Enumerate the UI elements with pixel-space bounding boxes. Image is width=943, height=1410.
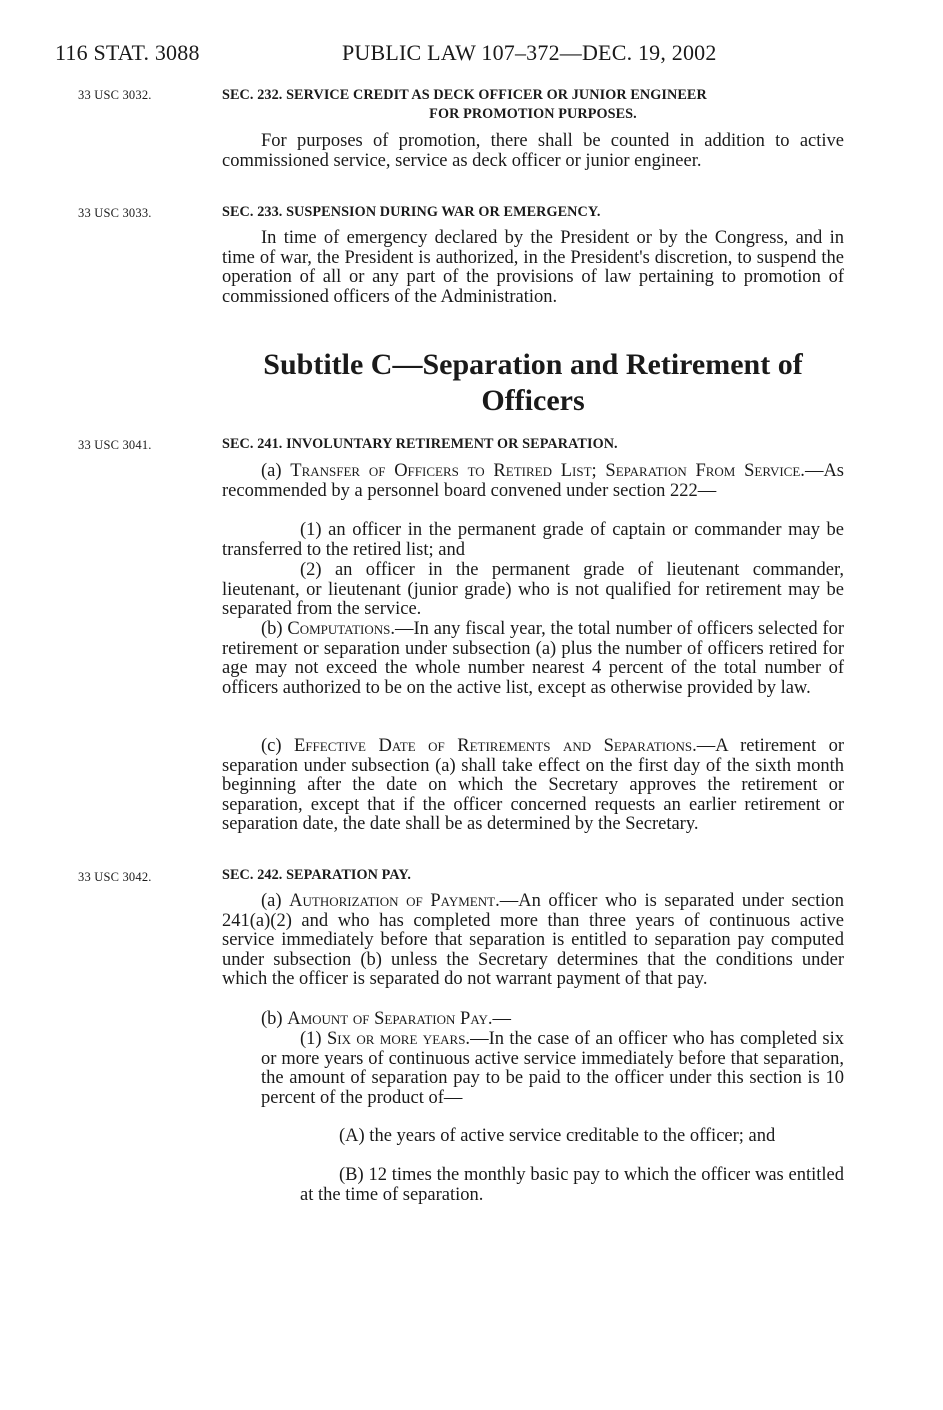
- sidenote-3032: 33 USC 3032.: [78, 88, 152, 102]
- paragraph-caption: Six or more years.: [326, 1029, 471, 1049]
- section-241-paragraph-2: (2) an officer in the permanent grade of lieutenant commander, lieutenant, or lieutenant (junior grade) who is not qualified for retirement may be separated from the service.: [222, 560, 844, 620]
- subtitle-line1: Subtitle C—Separation and Retirement of: [263, 348, 803, 381]
- section-241-heading: SEC. 241. INVOLUNTARY RETIREMENT OR SEPARATION.: [222, 436, 618, 452]
- subsection-label: (a): [261, 461, 291, 481]
- section-233-heading: SEC. 233. SUSPENSION DURING WAR OR EMERGENCY.: [222, 204, 601, 220]
- subsection-label: (c): [261, 736, 295, 756]
- subsection-text: —: [492, 1009, 512, 1029]
- section-242-subparagraph-B: (B) 12 times the monthly basic pay to which the officer was entitled at the time of separation.: [300, 1165, 844, 1205]
- section-232-heading-line1: SEC. 232. SERVICE CREDIT AS DECK OFFICER OR JUNIOR ENGINEER: [222, 87, 707, 103]
- subsection-caption: Effective Date of Retirements and Separations.: [294, 736, 697, 756]
- paragraph-text: —In the case of an officer who has completed six or more years of continuous active service immediately before that separation, the amount of separation pay to be paid to the officer under this section is 10 percent of the product of—: [261, 1029, 845, 1108]
- subsection-text: —An officer who is separated under section 241(a)(2) and who has completed more than three years of continuous active service immediately before that separation is entitled to separation pay computed under subsection (b) unless the Secretary determines that the conditions under which the officer is separated do not warrant payment of that pay.: [222, 891, 844, 990]
- subsection-caption: Transfer of Officers to Retired List; Separation From Service.: [290, 461, 805, 481]
- section-242-subsection-a: [222, 892, 844, 990]
- subsection-caption: Amount of Separation Pay.: [287, 1009, 493, 1029]
- subtitle-heading: [222, 347, 844, 419]
- subsection-label: (a): [261, 891, 290, 911]
- section-242-paragraph-1: [261, 1030, 844, 1108]
- section-241-subsection-b: [222, 620, 844, 698]
- subsection-label: (b): [261, 619, 288, 639]
- subsection-text: —A retirement or separation under subsection (a) shall take effect on the first day of the sixth month beginning after the date on which the Secretary approves the retirement or separation, except that if the officer concerned requests an earlier retirement or separation date, the date shall be as determined by the Secretary.: [222, 736, 844, 835]
- subsection-text: —In any fiscal year, the total number of officers selected for retirement or separation under subsection (a) plus the number of officers retired for age may not exceed the whole number nearest 4 percent of the total number of officers authorized to be on the active list, except as otherwise provided by law.: [222, 619, 844, 698]
- section-241-subsection-a: [222, 462, 844, 501]
- section-232-body: For purposes of promotion, there shall be counted in addition to active commissioned service, service as deck officer or junior engineer.: [222, 131, 844, 171]
- section-242-heading: SEC. 242. SEPARATION PAY.: [222, 867, 412, 883]
- subsection-label: (b): [261, 1009, 288, 1029]
- section-232-heading-line2: FOR PROMOTION PURPOSES.: [429, 106, 637, 122]
- sidenote-3033: 33 USC 3033.: [78, 206, 152, 220]
- stat-citation: 116 STAT. 3088: [55, 40, 200, 65]
- section-241-subsection-c: [222, 737, 844, 835]
- sidenote-3041: 33 USC 3041.: [78, 438, 152, 452]
- subsection-text: —As recommended by a personnel board convened under section 222—: [222, 461, 844, 501]
- section-241-paragraph-1: (1) an officer in the permanent grade of captain or commander may be transferred to the retired list; and: [222, 520, 844, 560]
- subtitle-line2: Officers: [481, 384, 585, 417]
- sidenote-3042: 33 USC 3042.: [78, 870, 152, 884]
- subsection-caption: Computations.: [287, 619, 396, 639]
- paragraph-label: (1): [300, 1029, 327, 1049]
- section-242-subparagraph-A: (A) the years of active service creditable to the officer; and: [339, 1126, 776, 1146]
- subsection-caption: Authorization of Payment.: [289, 891, 500, 911]
- public-law-title: PUBLIC LAW 107–372—DEC. 19, 2002: [342, 40, 717, 65]
- section-232-heading: [222, 86, 844, 124]
- section-233-body: In time of emergency declared by the President or by the Congress, and in time of war, the President is authorized, in the President's discretion, to suspend the operation of all or any part of the provisions of law pertaining to promotion of commissioned officers of the Administration.: [222, 228, 844, 307]
- section-242-subsection-b: [222, 1010, 844, 1030]
